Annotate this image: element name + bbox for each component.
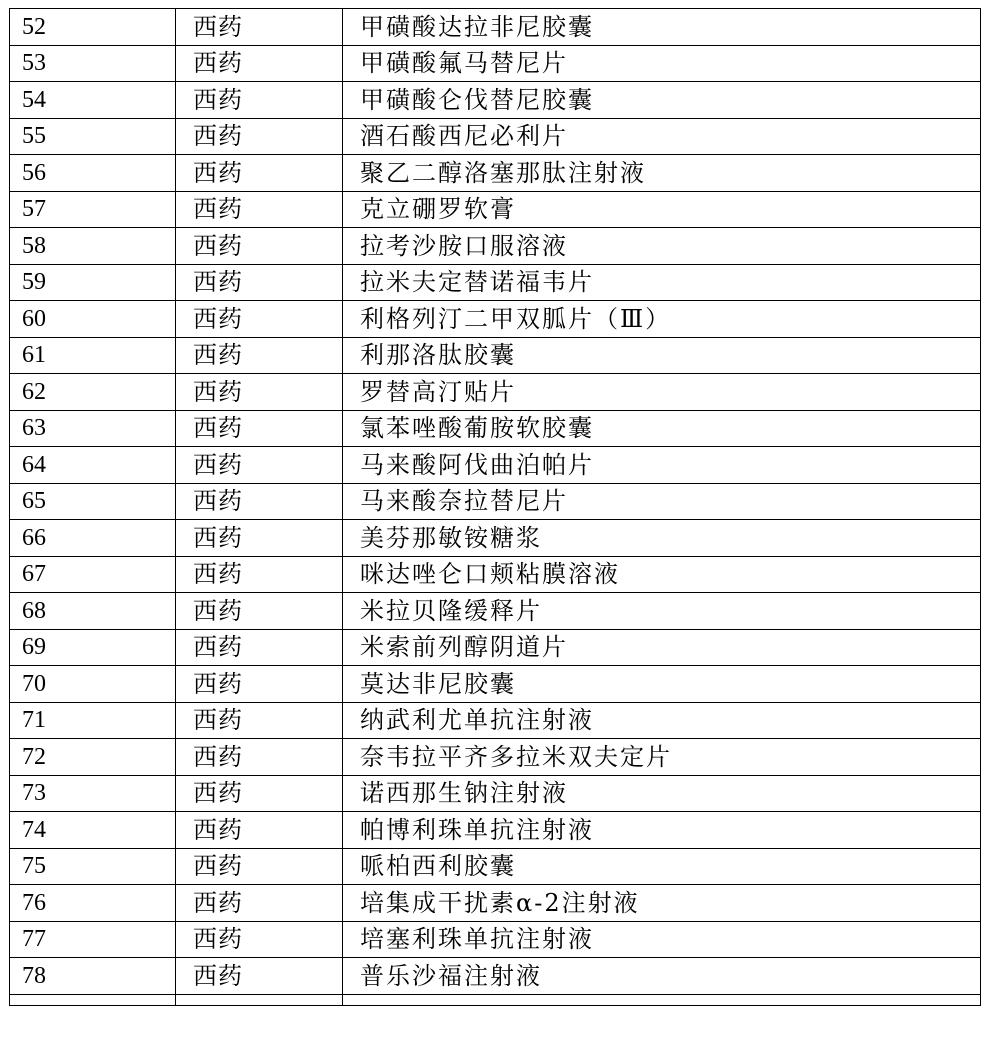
table-row bbox=[10, 264, 981, 301]
drug-list-table bbox=[9, 8, 981, 1006]
drug-name-cell: 拉米夫定替诺福韦片 bbox=[343, 264, 981, 301]
category-cell: 西药 bbox=[176, 629, 343, 666]
row-number-cell: 65 bbox=[10, 483, 176, 520]
drug-name-cell: 甲磺酸氟马替尼片 bbox=[343, 45, 981, 82]
category-cell: 西药 bbox=[176, 483, 343, 520]
empty-cell bbox=[176, 994, 343, 1005]
row-number-cell: 59 bbox=[10, 264, 176, 301]
row-number-cell: 75 bbox=[10, 848, 176, 885]
table-row bbox=[10, 155, 981, 192]
row-number-cell: 69 bbox=[10, 629, 176, 666]
table-row bbox=[10, 921, 981, 958]
category-cell: 西药 bbox=[176, 812, 343, 849]
row-number-cell: 73 bbox=[10, 775, 176, 812]
drug-name-cell: 拉考沙胺口服溶液 bbox=[343, 228, 981, 265]
table-row bbox=[10, 702, 981, 739]
category-cell: 西药 bbox=[176, 337, 343, 374]
category-cell: 西药 bbox=[176, 848, 343, 885]
row-number-cell: 77 bbox=[10, 921, 176, 958]
category-cell: 西药 bbox=[176, 739, 343, 776]
drug-name-cell: 罗替高汀贴片 bbox=[343, 374, 981, 411]
drug-name-cell: 克立硼罗软膏 bbox=[343, 191, 981, 228]
row-number-cell: 58 bbox=[10, 228, 176, 265]
category-cell: 西药 bbox=[176, 191, 343, 228]
table-row bbox=[10, 629, 981, 666]
row-number-cell: 74 bbox=[10, 812, 176, 849]
table-row bbox=[10, 775, 981, 812]
category-cell: 西药 bbox=[176, 447, 343, 484]
table-row bbox=[10, 556, 981, 593]
drug-name-cell: 帕博利珠单抗注射液 bbox=[343, 812, 981, 849]
drug-name-cell: 马来酸阿伐曲泊帕片 bbox=[343, 447, 981, 484]
row-number-cell: 54 bbox=[10, 82, 176, 119]
category-cell: 西药 bbox=[176, 958, 343, 995]
category-cell: 西药 bbox=[176, 921, 343, 958]
table-row bbox=[10, 447, 981, 484]
category-cell: 西药 bbox=[176, 410, 343, 447]
row-number-cell: 56 bbox=[10, 155, 176, 192]
category-cell: 西药 bbox=[176, 556, 343, 593]
category-cell: 西药 bbox=[176, 702, 343, 739]
table-row bbox=[10, 593, 981, 630]
drug-name-cell: 普乐沙福注射液 bbox=[343, 958, 981, 995]
row-number-cell: 71 bbox=[10, 702, 176, 739]
drug-name-cell: 马来酸奈拉替尼片 bbox=[343, 483, 981, 520]
table-row bbox=[10, 958, 981, 995]
table-row bbox=[10, 301, 981, 338]
drug-name-cell: 米拉贝隆缓释片 bbox=[343, 593, 981, 630]
row-number-cell: 57 bbox=[10, 191, 176, 228]
drug-name-cell: 美芬那敏铵糖浆 bbox=[343, 520, 981, 557]
drug-name-cell: 米索前列醇阴道片 bbox=[343, 629, 981, 666]
table-row bbox=[10, 483, 981, 520]
row-number-cell: 67 bbox=[10, 556, 176, 593]
table-row bbox=[10, 812, 981, 849]
table-row-partial bbox=[10, 994, 981, 1005]
drug-name-cell: 培集成干扰素α-2注射液 bbox=[343, 885, 981, 922]
table-row bbox=[10, 666, 981, 703]
category-cell: 西药 bbox=[176, 301, 343, 338]
drug-name-cell: 氯苯唑酸葡胺软胶囊 bbox=[343, 410, 981, 447]
row-number-cell: 68 bbox=[10, 593, 176, 630]
table-row bbox=[10, 885, 981, 922]
table-row bbox=[10, 739, 981, 776]
category-cell: 西药 bbox=[176, 775, 343, 812]
row-number-cell: 72 bbox=[10, 739, 176, 776]
drug-name-cell: 纳武利尤单抗注射液 bbox=[343, 702, 981, 739]
drug-name-cell: 酒石酸西尼必利片 bbox=[343, 118, 981, 155]
row-number-cell: 62 bbox=[10, 374, 176, 411]
drug-name-cell: 甲磺酸仑伐替尼胶囊 bbox=[343, 82, 981, 119]
table-row bbox=[10, 374, 981, 411]
category-cell: 西药 bbox=[176, 82, 343, 119]
table-row bbox=[10, 45, 981, 82]
row-number-cell: 76 bbox=[10, 885, 176, 922]
drug-name-cell: 利格列汀二甲双胍片（Ⅲ） bbox=[343, 301, 981, 338]
table-row bbox=[10, 191, 981, 228]
category-cell: 西药 bbox=[176, 593, 343, 630]
empty-cell bbox=[10, 994, 176, 1005]
table-row bbox=[10, 520, 981, 557]
drug-name-cell: 莫达非尼胶囊 bbox=[343, 666, 981, 703]
row-number-cell: 53 bbox=[10, 45, 176, 82]
table-row bbox=[10, 848, 981, 885]
table-row bbox=[10, 9, 981, 46]
row-number-cell: 60 bbox=[10, 301, 176, 338]
row-number-cell: 52 bbox=[10, 9, 176, 46]
empty-cell bbox=[343, 994, 981, 1005]
table-row bbox=[10, 228, 981, 265]
row-number-cell: 55 bbox=[10, 118, 176, 155]
row-number-cell: 61 bbox=[10, 337, 176, 374]
category-cell: 西药 bbox=[176, 45, 343, 82]
table-row bbox=[10, 337, 981, 374]
category-cell: 西药 bbox=[176, 666, 343, 703]
category-cell: 西药 bbox=[176, 118, 343, 155]
drug-name-cell: 利那洛肽胶囊 bbox=[343, 337, 981, 374]
row-number-cell: 64 bbox=[10, 447, 176, 484]
category-cell: 西药 bbox=[176, 228, 343, 265]
table-row bbox=[10, 82, 981, 119]
row-number-cell: 78 bbox=[10, 958, 176, 995]
category-cell: 西药 bbox=[176, 264, 343, 301]
drug-name-cell: 咪达唑仑口颊粘膜溶液 bbox=[343, 556, 981, 593]
row-number-cell: 63 bbox=[10, 410, 176, 447]
table-row bbox=[10, 118, 981, 155]
table-row bbox=[10, 410, 981, 447]
table-body bbox=[10, 9, 981, 1006]
drug-name-cell: 甲磺酸达拉非尼胶囊 bbox=[343, 9, 981, 46]
row-number-cell: 70 bbox=[10, 666, 176, 703]
drug-name-cell: 诺西那生钠注射液 bbox=[343, 775, 981, 812]
category-cell: 西药 bbox=[176, 374, 343, 411]
drug-name-cell: 培塞利珠单抗注射液 bbox=[343, 921, 981, 958]
category-cell: 西药 bbox=[176, 9, 343, 46]
category-cell: 西药 bbox=[176, 520, 343, 557]
category-cell: 西药 bbox=[176, 155, 343, 192]
drug-name-cell: 哌柏西利胶囊 bbox=[343, 848, 981, 885]
category-cell: 西药 bbox=[176, 885, 343, 922]
row-number-cell: 66 bbox=[10, 520, 176, 557]
drug-name-cell: 奈韦拉平齐多拉米双夫定片 bbox=[343, 739, 981, 776]
drug-name-cell: 聚乙二醇洛塞那肽注射液 bbox=[343, 155, 981, 192]
